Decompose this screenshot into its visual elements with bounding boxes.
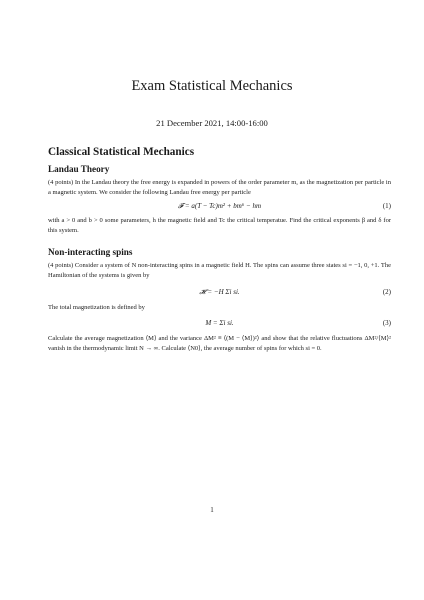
landau-after-paragraph: with a > 0 and b > 0 some parameters, h the magnetic field and Tc the critical temperatue. Find the critical exponents β and δ for this system.: [48, 217, 391, 234]
equation-2-number: (2): [382, 287, 391, 296]
equation-3: [48, 312, 391, 334]
equation-3-number: (3): [382, 319, 391, 328]
equation-2: [48, 281, 391, 303]
document-title: Exam Statistical Mechanics: [131, 78, 293, 94]
page-number: 1: [210, 506, 214, 514]
spins-intro-paragraph: (4 points) Consider a system of N non-interacting spins in a magnetic field H. The spins can assume three states si = −1, 0, +1. The Hamiltonian of the systems is given by: [48, 262, 391, 279]
equation-3-body: M = Σi si.: [205, 319, 234, 328]
section-title: Classical Statistical Mechanics: [48, 146, 195, 158]
equation-1: [48, 197, 391, 216]
subsection-landau-heading: Landau Theory: [48, 164, 110, 174]
equation-1-body: 𝓕 = a(T − Tc)m² + bm⁶ − hm: [177, 202, 262, 211]
equation-2-body: 𝓗 = −H Σi si.: [199, 287, 240, 296]
landau-intro-paragraph: (4 points) In the Landau theory the free energy is expanded in powers of the order parameter m, as the magnetization per particle in a magnetic system. We consider the following Landau free energy per particle: [48, 179, 391, 196]
document-date: 21 December 2021, 14:00-16:00: [156, 118, 268, 128]
spins-task-paragraph: Calculate the average magnetization ⟨M⟩ and the variance ΔM² ≡ ⟨(M − ⟨M⟩)²⟩ and show that the relative fluctuations ΔM²/⟨M⟩² vanish in the thermodynamic limit N → ∞. Calculate ⟨N0⟩, the average number of spins for which si = 0.: [48, 335, 391, 352]
subsection-spins-heading: Non-interacting spins: [48, 247, 133, 258]
magnetization-definition-text: The total magnetization is defined by: [48, 303, 145, 311]
document-content: [48, 146, 391, 353]
equation-1-number: (1): [382, 202, 391, 211]
